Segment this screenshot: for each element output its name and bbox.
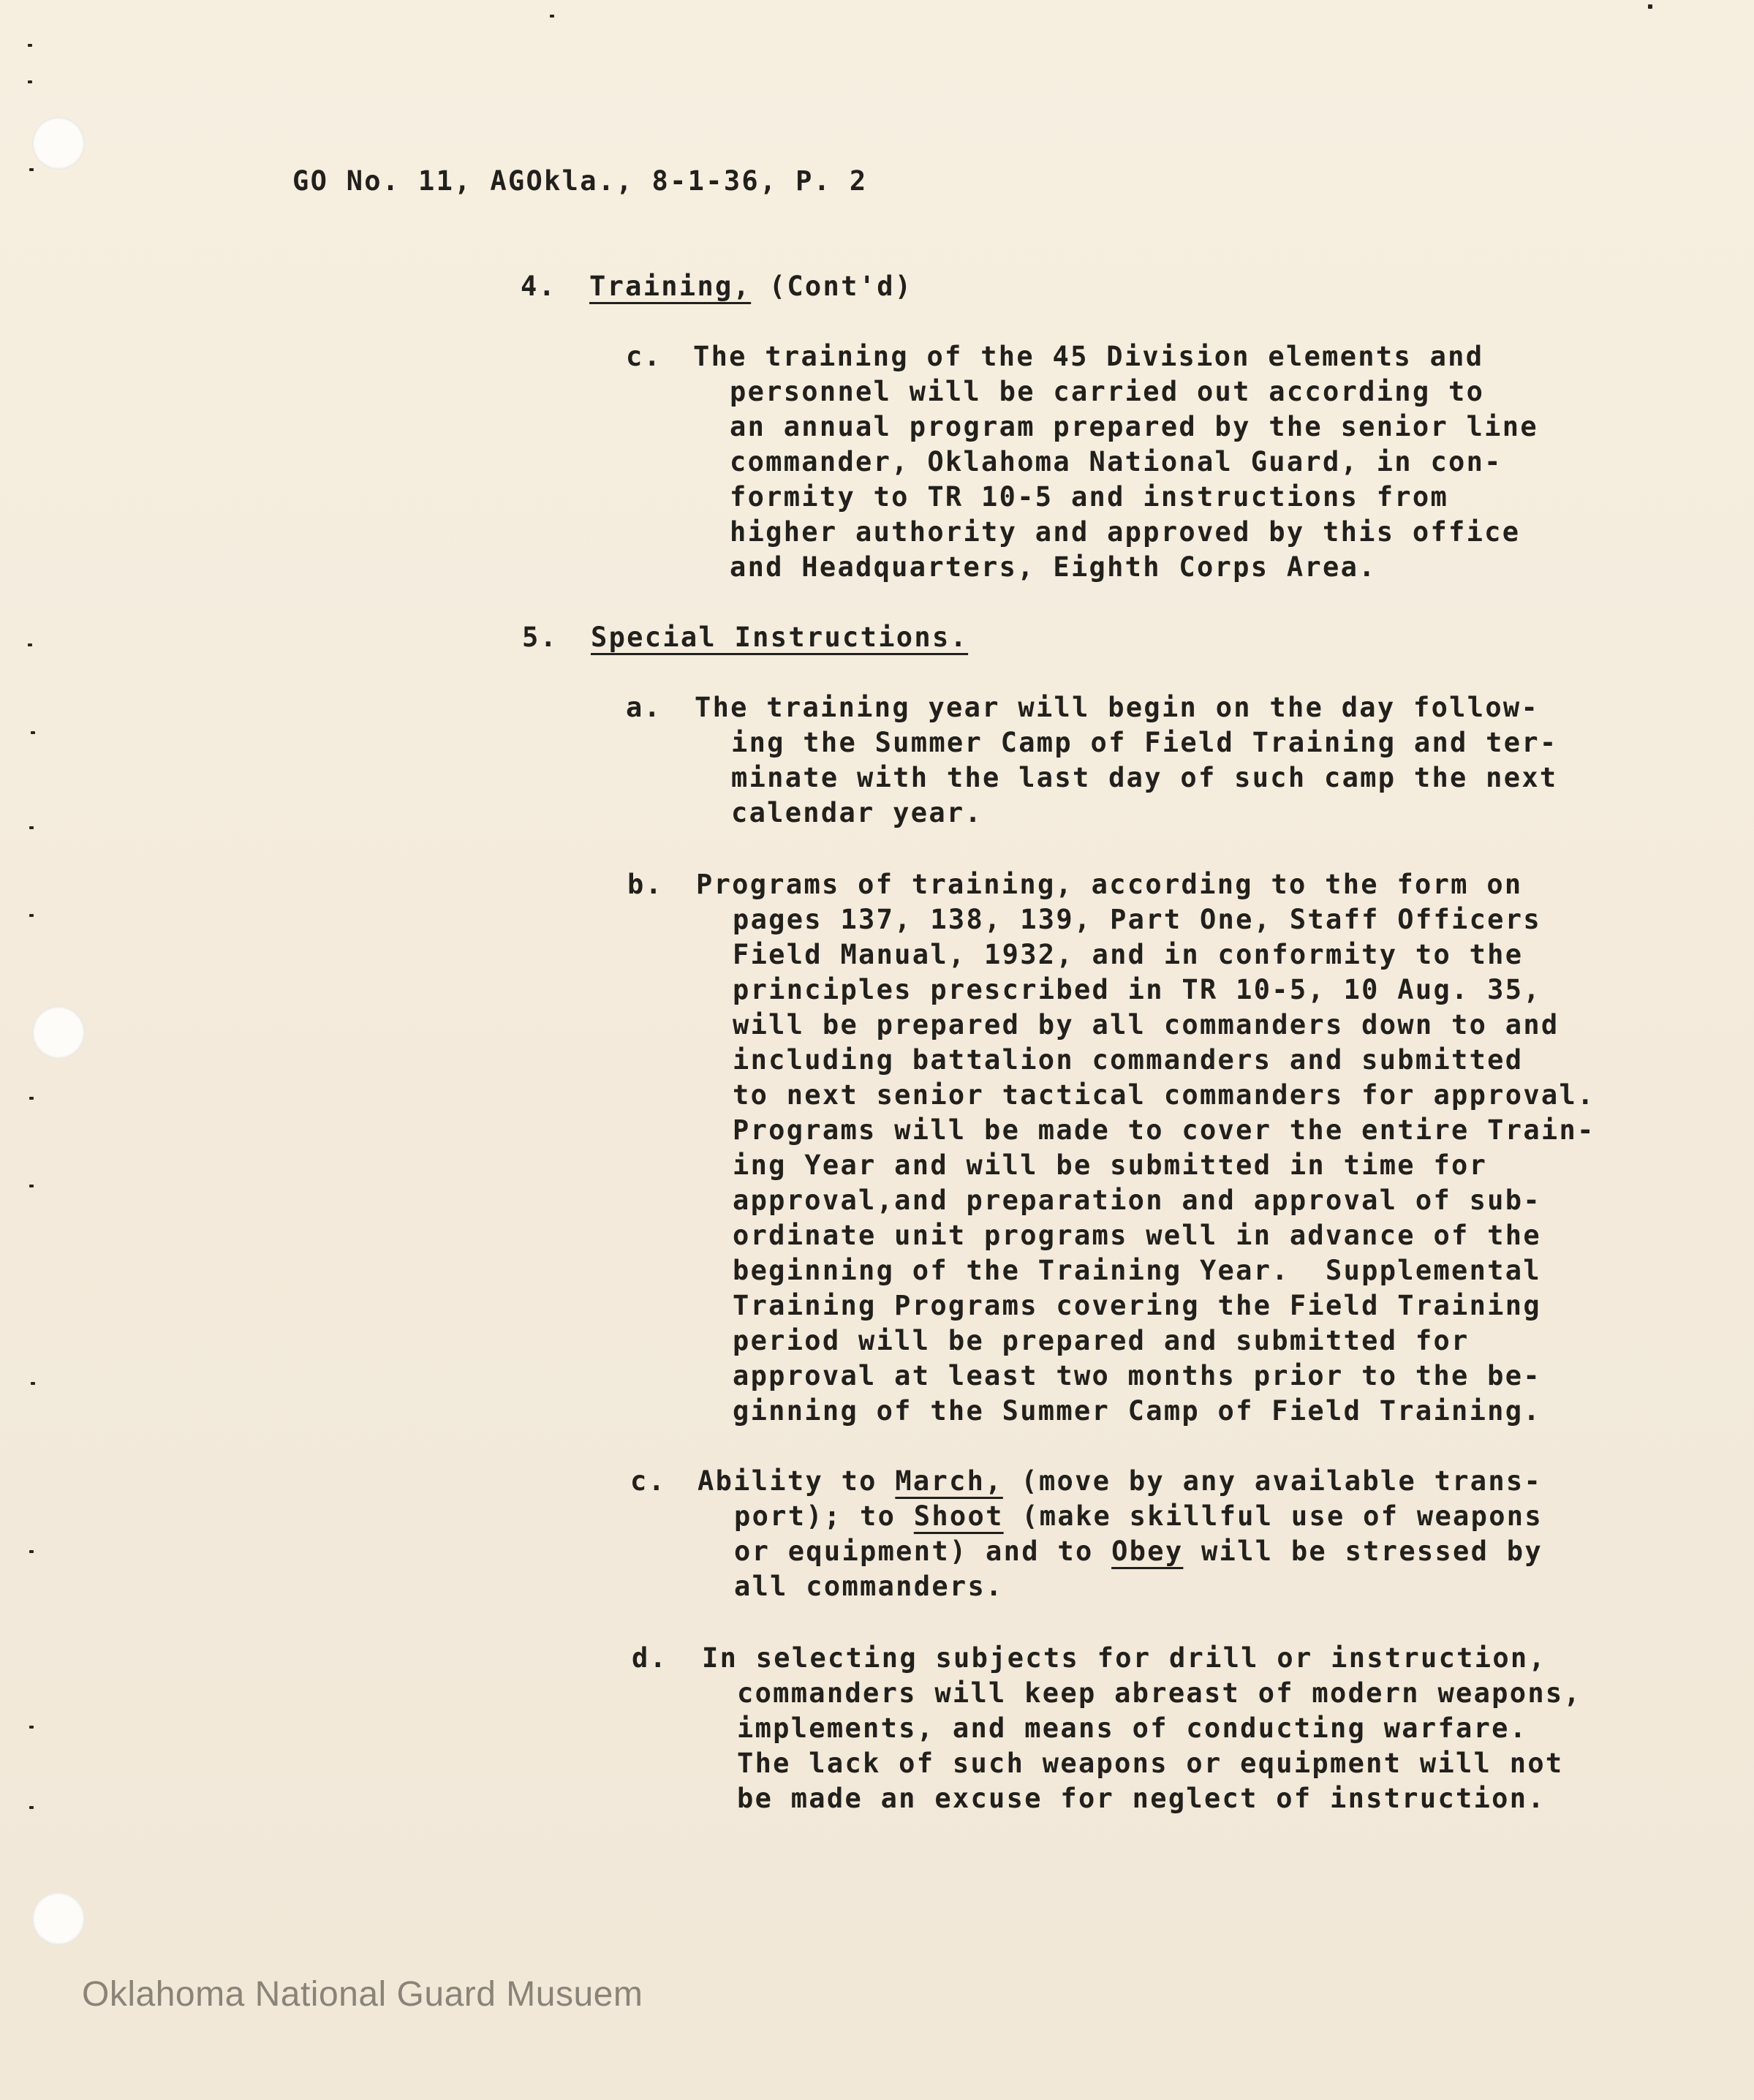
section-5-b-line: approval,and preparation and approval of sub- <box>733 1185 1541 1216</box>
section-5-c-text: (move by any available trans- <box>1002 1465 1543 1497</box>
section-5-c-shoot: Shoot <box>913 1500 1004 1532</box>
section-4-c-line: personnel will be carried out according to <box>730 376 1485 407</box>
margin-speck <box>29 1550 34 1553</box>
section-5-b-line: Programs will be made to cover the entire Train- <box>733 1114 1595 1146</box>
section-5-number: 5. <box>522 622 559 653</box>
margin-speck <box>550 15 554 18</box>
section-4-number: 4. <box>521 271 557 302</box>
section-5-b-line: ing Year and will be submitted in time for <box>733 1149 1488 1181</box>
section-5-d-line: In selecting subjects for drill or instruction, <box>702 1642 1547 1674</box>
document-header: GO No. 11, AGOkla., 8-1-36, P. 2 <box>292 165 868 197</box>
section-5-b-line: Programs of training, according to the form on <box>696 869 1523 900</box>
section-4-title: Training, <box>589 271 752 302</box>
section-5-a-line: ing the Summer Camp of Field Training and ter- <box>731 727 1558 758</box>
margin-speck <box>1648 4 1652 9</box>
section-5-d-line: implements, and means of conducting warfare. <box>737 1712 1528 1744</box>
section-5-b-label: b. <box>627 869 664 900</box>
punch-hole-bottom <box>32 1892 85 1945</box>
section-5-b-line: approval at least two months prior to the be- <box>733 1360 1541 1391</box>
margin-speck <box>28 80 32 83</box>
section-5-d-label: d. <box>632 1642 668 1674</box>
section-5-c-label: c. <box>630 1465 667 1497</box>
margin-speck <box>29 168 34 171</box>
section-4-c-line: higher authority and approved by this office <box>730 516 1521 548</box>
section-4-c-label: c. <box>626 341 662 372</box>
section-5-d-line: commanders will keep abreast of modern weapons, <box>737 1677 1582 1709</box>
section-5-b-line: beginning of the Training Year. Supplemental <box>733 1255 1541 1286</box>
section-5-b-line: Training Programs covering the Field Training <box>733 1290 1541 1321</box>
punch-hole-middle <box>32 1006 85 1059</box>
section-5-c-text: or equipment) and to <box>734 1536 1112 1567</box>
section-5-b-line: to next senior tactical commanders for approval. <box>733 1079 1595 1111</box>
margin-speck <box>29 1097 34 1100</box>
section-5-c-line-3 <box>734 1534 1543 1569</box>
section-5-d-line: be made an excuse for neglect of instruction. <box>737 1783 1546 1814</box>
margin-speck <box>29 826 34 829</box>
section-5-c-text: port); to <box>734 1500 914 1532</box>
museum-watermark: Oklahoma National Guard Musuem <box>82 1975 643 2014</box>
section-5-b-line: period will be prepared and submitted for <box>733 1325 1470 1356</box>
section-5-d-line: The lack of such weapons or equipment will not <box>737 1748 1564 1779</box>
section-5-b-line: including battalion commanders and submitted <box>733 1044 1524 1076</box>
margin-speck <box>31 731 35 734</box>
section-5-a-line: minate with the last day of such camp the next <box>731 762 1558 793</box>
margin-speck <box>29 914 34 917</box>
section-5-b-line: ordinate unit programs well in advance of the <box>733 1220 1541 1251</box>
section-5-c-obey: Obey <box>1111 1536 1184 1567</box>
section-5-b-line: Field Manual, 1932, and in conformity to the <box>733 939 1524 970</box>
margin-speck <box>28 643 32 646</box>
section-5-heading <box>591 620 968 655</box>
section-5-c-line-1 <box>698 1464 1542 1499</box>
section-5-c-text: will be stressed by <box>1183 1536 1543 1567</box>
section-4-c-line: commander, Oklahoma National Guard, in con- <box>730 446 1502 477</box>
section-5-title: Special Instructions. <box>591 622 969 653</box>
punch-hole-top <box>32 117 85 170</box>
margin-speck <box>29 1185 34 1187</box>
section-4-c-line: and Headquarters, Eighth Corps Area. <box>730 551 1377 583</box>
section-5-c-text: Ability to <box>698 1465 896 1497</box>
margin-speck <box>29 1806 34 1809</box>
section-5-b-line: principles prescribed in TR 10-5, 10 Aug. 35, <box>733 974 1541 1005</box>
margin-speck <box>28 44 32 47</box>
section-5-c-march: March, <box>895 1465 1003 1497</box>
section-5-a-label: a. <box>626 692 662 723</box>
section-4-cont: (Cont'd) <box>768 271 913 302</box>
margin-speck <box>29 1726 34 1729</box>
section-5-c-text: (make skillful use of weapons <box>1003 1500 1543 1532</box>
section-4-c-line: an annual program prepared by the senior line <box>730 411 1538 442</box>
section-5-c-line-4: all commanders. <box>734 1571 1004 1602</box>
section-4-c-line: The training of the 45 Division elements and <box>693 341 1484 372</box>
section-5-b-line: ginning of the Summer Camp of Field Training. <box>733 1395 1541 1427</box>
section-5-b-line: will be prepared by all commanders down to and <box>733 1009 1560 1040</box>
section-4-c-line: formity to TR 10-5 and instructions from <box>730 481 1449 513</box>
section-5-b-line: pages 137, 138, 139, Part One, Staff Officers <box>733 904 1541 935</box>
section-5-c-line-2 <box>734 1499 1543 1534</box>
section-5-a-line: calendar year. <box>731 797 983 828</box>
margin-speck <box>31 1382 35 1385</box>
section-4-heading <box>589 269 912 304</box>
section-5-a-line: The training year will begin on the day follow- <box>695 692 1540 723</box>
